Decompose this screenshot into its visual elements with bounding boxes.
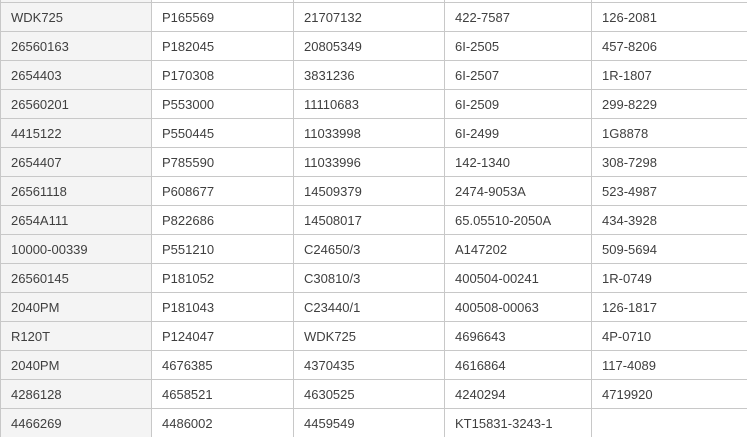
table-row (0, 176, 747, 205)
table-row (0, 292, 747, 321)
table-cell: 126-1817 (592, 292, 747, 321)
table-cell: 4630525 (294, 379, 445, 408)
table-row (0, 321, 747, 350)
table-cell: 65.05510-2050A (445, 205, 592, 234)
table-cell: 4616864 (445, 350, 592, 379)
table-cell: P551210 (152, 234, 294, 263)
table-cell: 4658521 (152, 379, 294, 408)
table-cell: 457-8206 (592, 31, 747, 60)
table-cell: 308-7298 (592, 147, 747, 176)
table-cell: 400508-00063 (445, 292, 592, 321)
row-header-cell: R120T (0, 321, 152, 350)
table-row (0, 350, 747, 379)
table-cell: P550445 (152, 118, 294, 147)
table-cell: 509-5694 (592, 234, 747, 263)
table-cell: P124047 (152, 321, 294, 350)
table-cell: P170308 (152, 60, 294, 89)
table-cell: 4486002 (152, 408, 294, 437)
table-row (0, 234, 747, 263)
table-cell: 4696643 (445, 321, 592, 350)
table-cell: 117-4089 (592, 350, 747, 379)
table-cell: 11110683 (294, 89, 445, 118)
table-cell: P822686 (152, 205, 294, 234)
table-row (0, 31, 747, 60)
table-cell: P165569 (152, 2, 294, 31)
table-cell: 1G8878 (592, 118, 747, 147)
table-cell: P182045 (152, 31, 294, 60)
table-cell: 523-4987 (592, 176, 747, 205)
table-cell: 2474-9053A (445, 176, 592, 205)
table-cell: 6I-2499 (445, 118, 592, 147)
table-cell: P785590 (152, 147, 294, 176)
table-cell: 1R-0749 (592, 263, 747, 292)
table-cell: C24650/3 (294, 234, 445, 263)
row-header-cell: 26561118 (0, 176, 152, 205)
table-row (0, 60, 747, 89)
table-cell: 4240294 (445, 379, 592, 408)
table-cell: 14508017 (294, 205, 445, 234)
table-cell: 434-3928 (592, 205, 747, 234)
table-cell: 299-8229 (592, 89, 747, 118)
table-cell: 4459549 (294, 408, 445, 437)
table-cell: P608677 (152, 176, 294, 205)
table-cell: 3831236 (294, 60, 445, 89)
table-cell: 11033998 (294, 118, 445, 147)
table-cell: C30810/3 (294, 263, 445, 292)
table-row (0, 263, 747, 292)
table-row (0, 2, 747, 31)
table-cell: WDK725 (294, 321, 445, 350)
table-cell (592, 408, 747, 437)
table-cell: P181043 (152, 292, 294, 321)
row-header-cell: 4466269 (0, 408, 152, 437)
table-row (0, 408, 747, 437)
table-cell: 6I-2507 (445, 60, 592, 89)
table-row (0, 89, 747, 118)
table-cell: 6I-2505 (445, 31, 592, 60)
table-cell: KT15831-3243-1 (445, 408, 592, 437)
table-cell: P553000 (152, 89, 294, 118)
row-header-cell: 2654A111 (0, 205, 152, 234)
table-cell: 4P-0710 (592, 321, 747, 350)
table-cell: 126-2081 (592, 2, 747, 31)
table-cell: 400504-00241 (445, 263, 592, 292)
row-header-cell: 26560201 (0, 89, 152, 118)
row-header-cell: 10000-00339 (0, 234, 152, 263)
table-cell: A147202 (445, 234, 592, 263)
table-cell: 142-1340 (445, 147, 592, 176)
table-cell: 422-7587 (445, 2, 592, 31)
row-header-cell: 2654407 (0, 147, 152, 176)
table-cell: 4370435 (294, 350, 445, 379)
table-cell: 4676385 (152, 350, 294, 379)
row-header-cell: 4286128 (0, 379, 152, 408)
table-cell: P181052 (152, 263, 294, 292)
table-cell: 11033996 (294, 147, 445, 176)
table-cell: 1R-1807 (592, 60, 747, 89)
table-cell: 4719920 (592, 379, 747, 408)
table-row (0, 147, 747, 176)
table-cell: 20805349 (294, 31, 445, 60)
table-cell: 14509379 (294, 176, 445, 205)
table-row (0, 118, 747, 147)
row-header-cell: 2040PM (0, 292, 152, 321)
table-row (0, 379, 747, 408)
row-header-cell: WDK725 (0, 2, 152, 31)
row-header-cell: 4415122 (0, 118, 152, 147)
row-header-cell: 2654403 (0, 60, 152, 89)
table-row (0, 205, 747, 234)
row-header-cell: 2040PM (0, 350, 152, 379)
table-cell: 6I-2509 (445, 89, 592, 118)
row-header-cell: 26560163 (0, 31, 152, 60)
table-cell: C23440/1 (294, 292, 445, 321)
row-header-cell: 26560145 (0, 263, 152, 292)
table-cell: 21707132 (294, 2, 445, 31)
